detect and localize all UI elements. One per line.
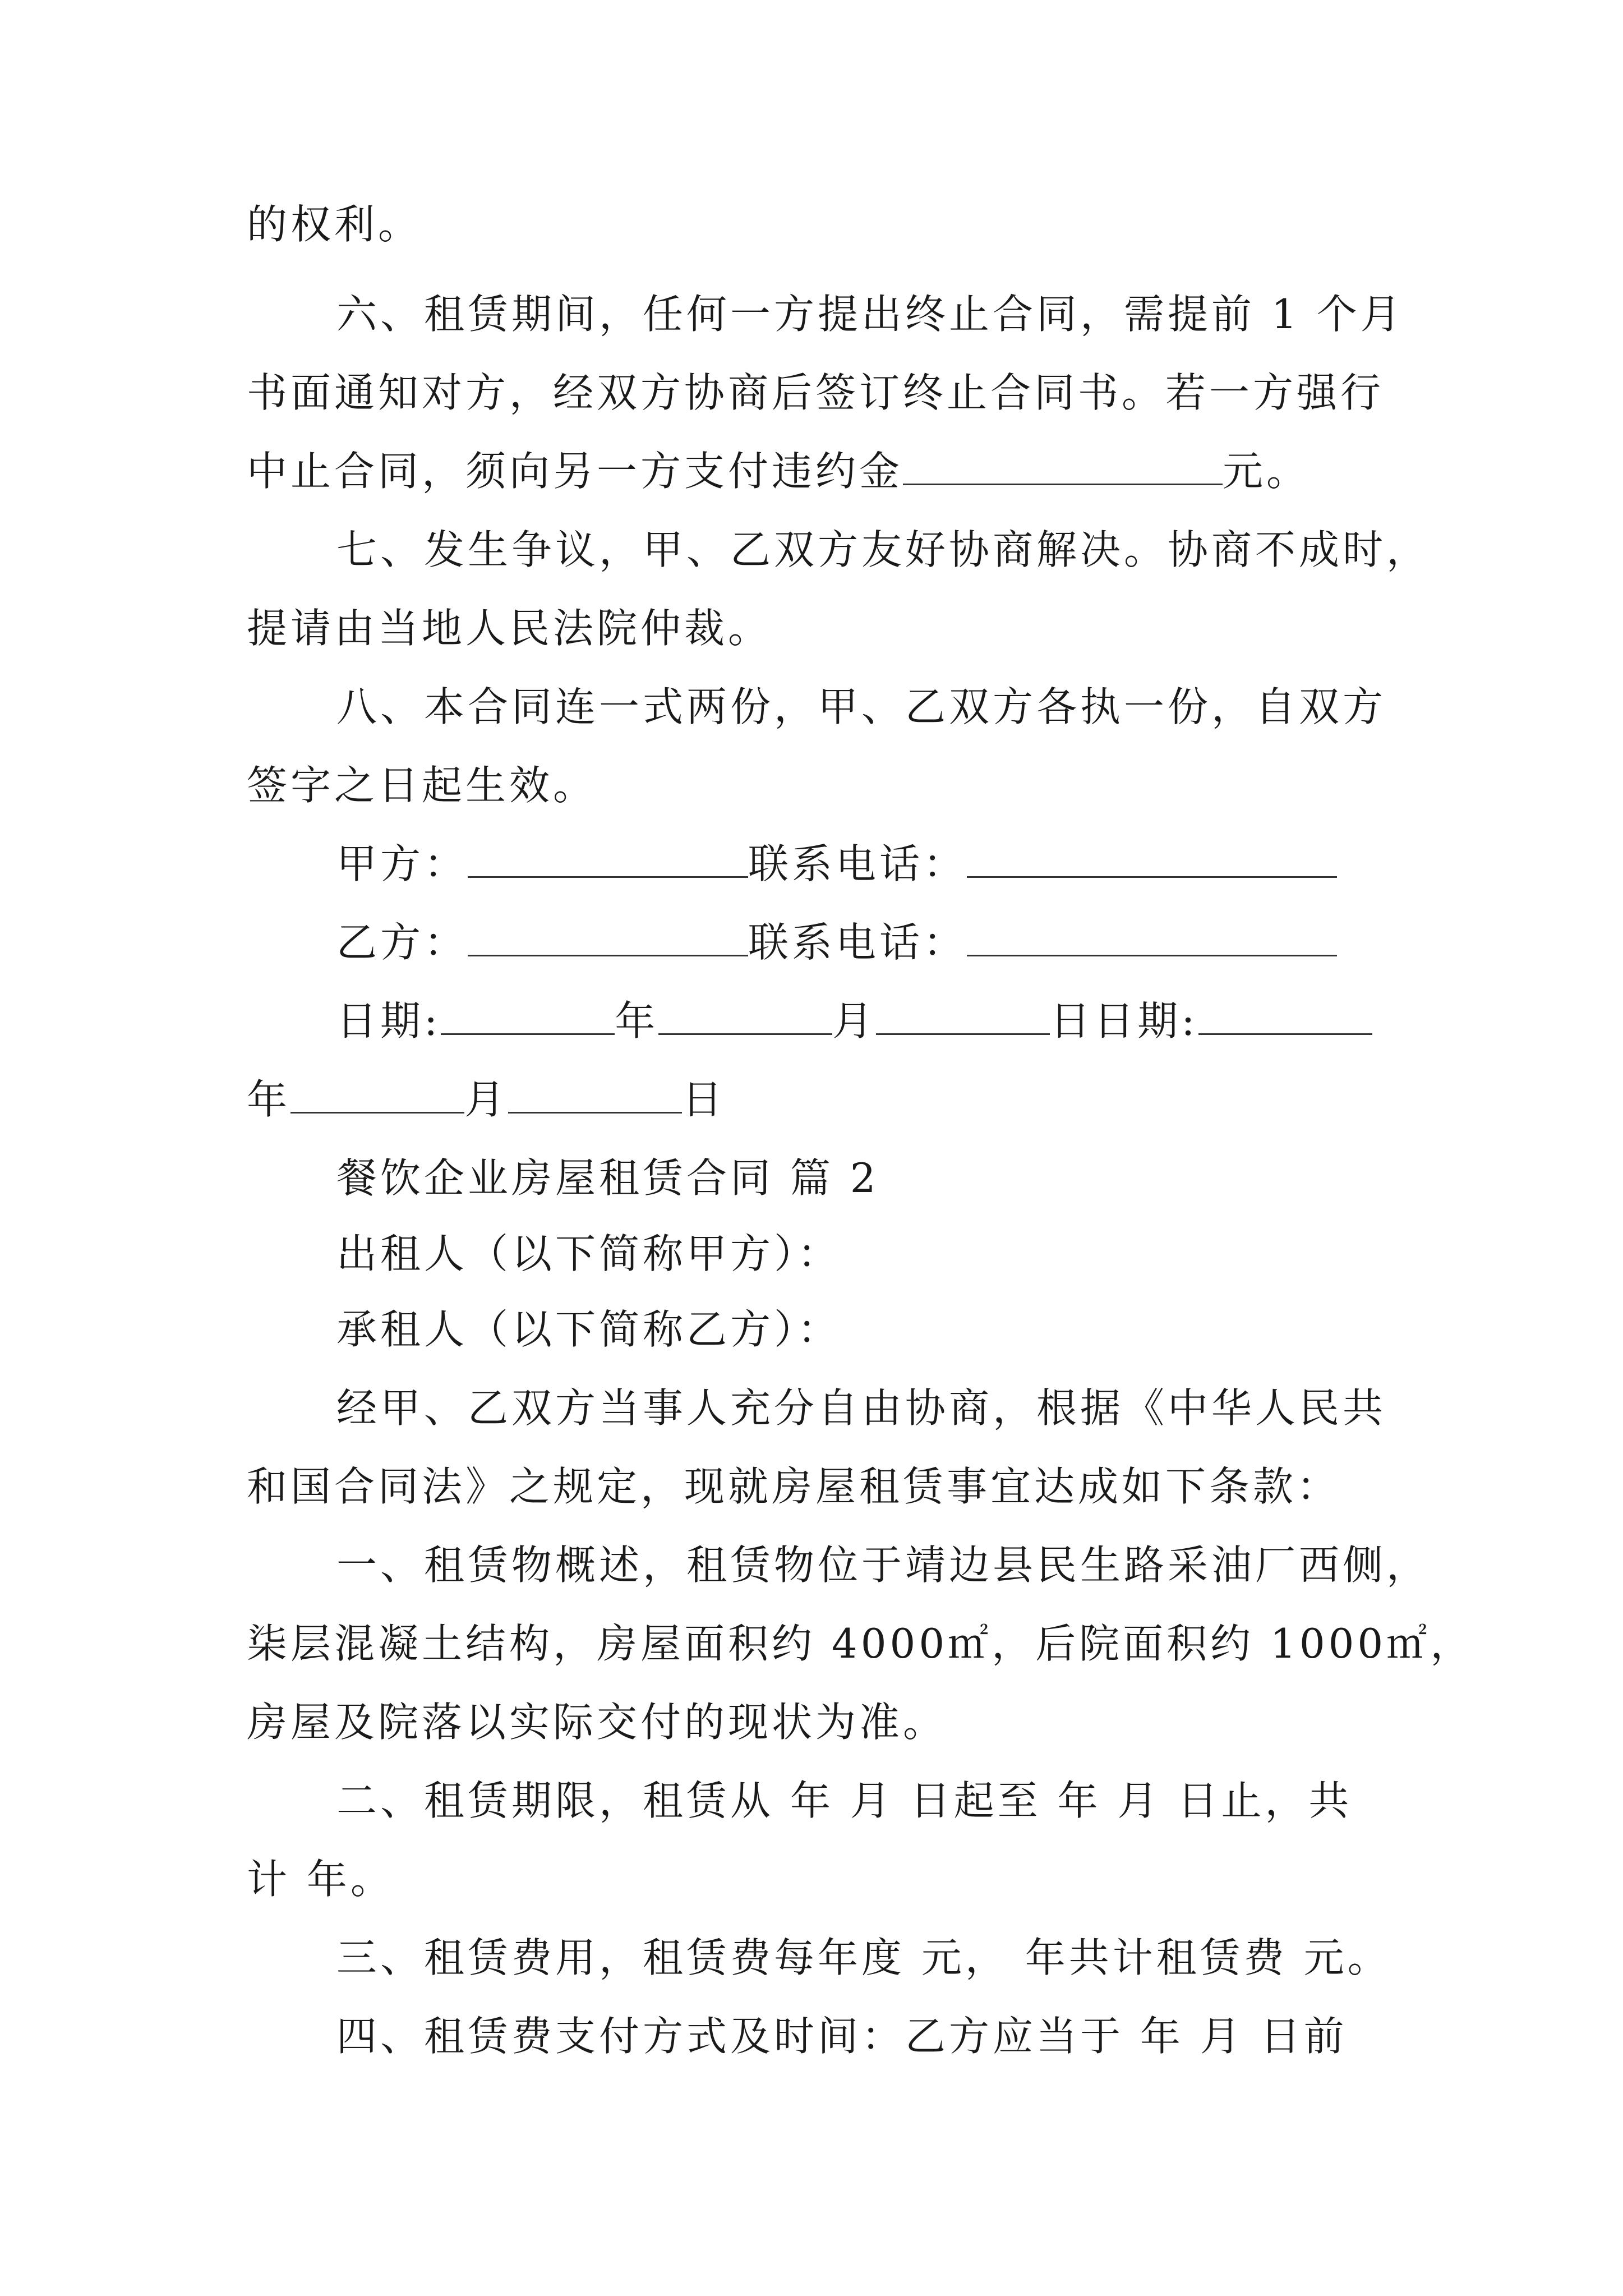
party-a-label: 甲方： [336,840,468,887]
year-label: 年 [615,997,659,1045]
party-b-line [336,914,1337,970]
year-label: 年 [247,1076,291,1123]
text-line [336,522,1430,578]
line-text: 七、发生争议，甲、乙双方友好协商解决。协商不成时， [336,526,1431,573]
party-a-blank[interactable] [468,837,748,878]
line-text: 中止合同，须向另一方支付违约金 [247,448,903,495]
line-text: 三、租赁费用，租赁费每年度 元， 年共计租赁费 元。 [336,1934,1391,1981]
date-line [336,993,1372,1049]
party-b-blank[interactable] [468,915,748,956]
text-line [247,1694,947,1750]
date-blank[interactable] [1198,994,1372,1035]
section-title [336,1150,879,1206]
line-text: 一、租赁物概述，租赁物位于靖边县民生路采油厂西侧， [336,1542,1431,1589]
date-label: 日期: [336,997,441,1045]
text-line [247,1851,394,1907]
text-line [336,1537,1430,1593]
date-blank[interactable] [441,994,615,1035]
text-line [247,600,772,656]
month-label: 月 [832,997,877,1045]
line-text: 书面通知对方，经双方协商后签订终止合同书。若一方强行 [247,369,1385,416]
month-label: 月 [464,1076,509,1123]
text-line [336,286,1404,342]
text-line [336,1226,841,1282]
phone-blank[interactable] [967,915,1337,956]
text-line [336,1773,1352,1829]
text-line [247,443,1310,499]
date-blank[interactable] [876,994,1050,1035]
line-text: 元。 [1223,448,1311,495]
line-text: 和国合同法》之规定，现就房屋租赁事宜达成如下条款： [247,1463,1341,1510]
line-text: 四、租赁费支付方式及时间：乙方应当于 年 月 日前 [336,2013,1348,2060]
phone-label: 联系电话： [748,840,967,887]
day-label: 日 [682,1076,726,1123]
text-line [247,365,1384,421]
line-text: 签字之日起生效。 [247,762,597,809]
text-line [336,679,1386,735]
date-blank[interactable] [291,1073,464,1114]
text-line [247,1458,1340,1515]
phone-blank[interactable] [967,837,1337,878]
text-line [247,757,597,813]
line-text: 经甲、乙双方当事人充分自由协商，根据《中华人民共 [336,1384,1387,1432]
text-line [336,1380,1386,1436]
text-line [247,1616,1474,1672]
day-date-label: 日日期: [1050,997,1198,1045]
line-text: 出租人（以下简称甲方）： [336,1230,842,1277]
line-text: 柒层混凝土结构，房屋面积约 4000㎡，后院面积约 1000㎡， [247,1620,1474,1667]
line-text: 餐饮企业房屋租赁合同 篇 2 [336,1154,879,1202]
text-line [336,1930,1391,1986]
line-text: 六、租赁期间，任何一方提出终止合同，需提前 1 个月 [336,291,1404,338]
party-b-label: 乙方： [336,919,468,966]
line-text: 八、本合同连一式两份，甲、乙双方各执一份，自双方 [336,683,1387,730]
date-blank[interactable] [508,1073,682,1114]
text-line [336,1301,841,1358]
party-a-line [336,836,1337,892]
line-text: 计 年。 [247,1856,394,1903]
line-text: 房屋及院落以实际交付的现状为准。 [247,1699,947,1746]
line-text: 二、租赁期限，租赁从 年 月 日起至 年 月 日止，共 [336,1777,1353,1824]
text-line [336,2008,1348,2064]
line-text: 提请由当地人民法院仲裁。 [247,605,772,652]
line-text: 的权利。 [247,201,422,248]
date-line-cont [247,1071,726,1128]
date-blank[interactable] [658,994,832,1035]
line-text: 承租人（以下简称乙方）： [336,1306,842,1353]
text-line [247,196,422,252]
phone-label: 联系电话： [748,919,967,966]
fill-blank[interactable] [903,444,1223,485]
